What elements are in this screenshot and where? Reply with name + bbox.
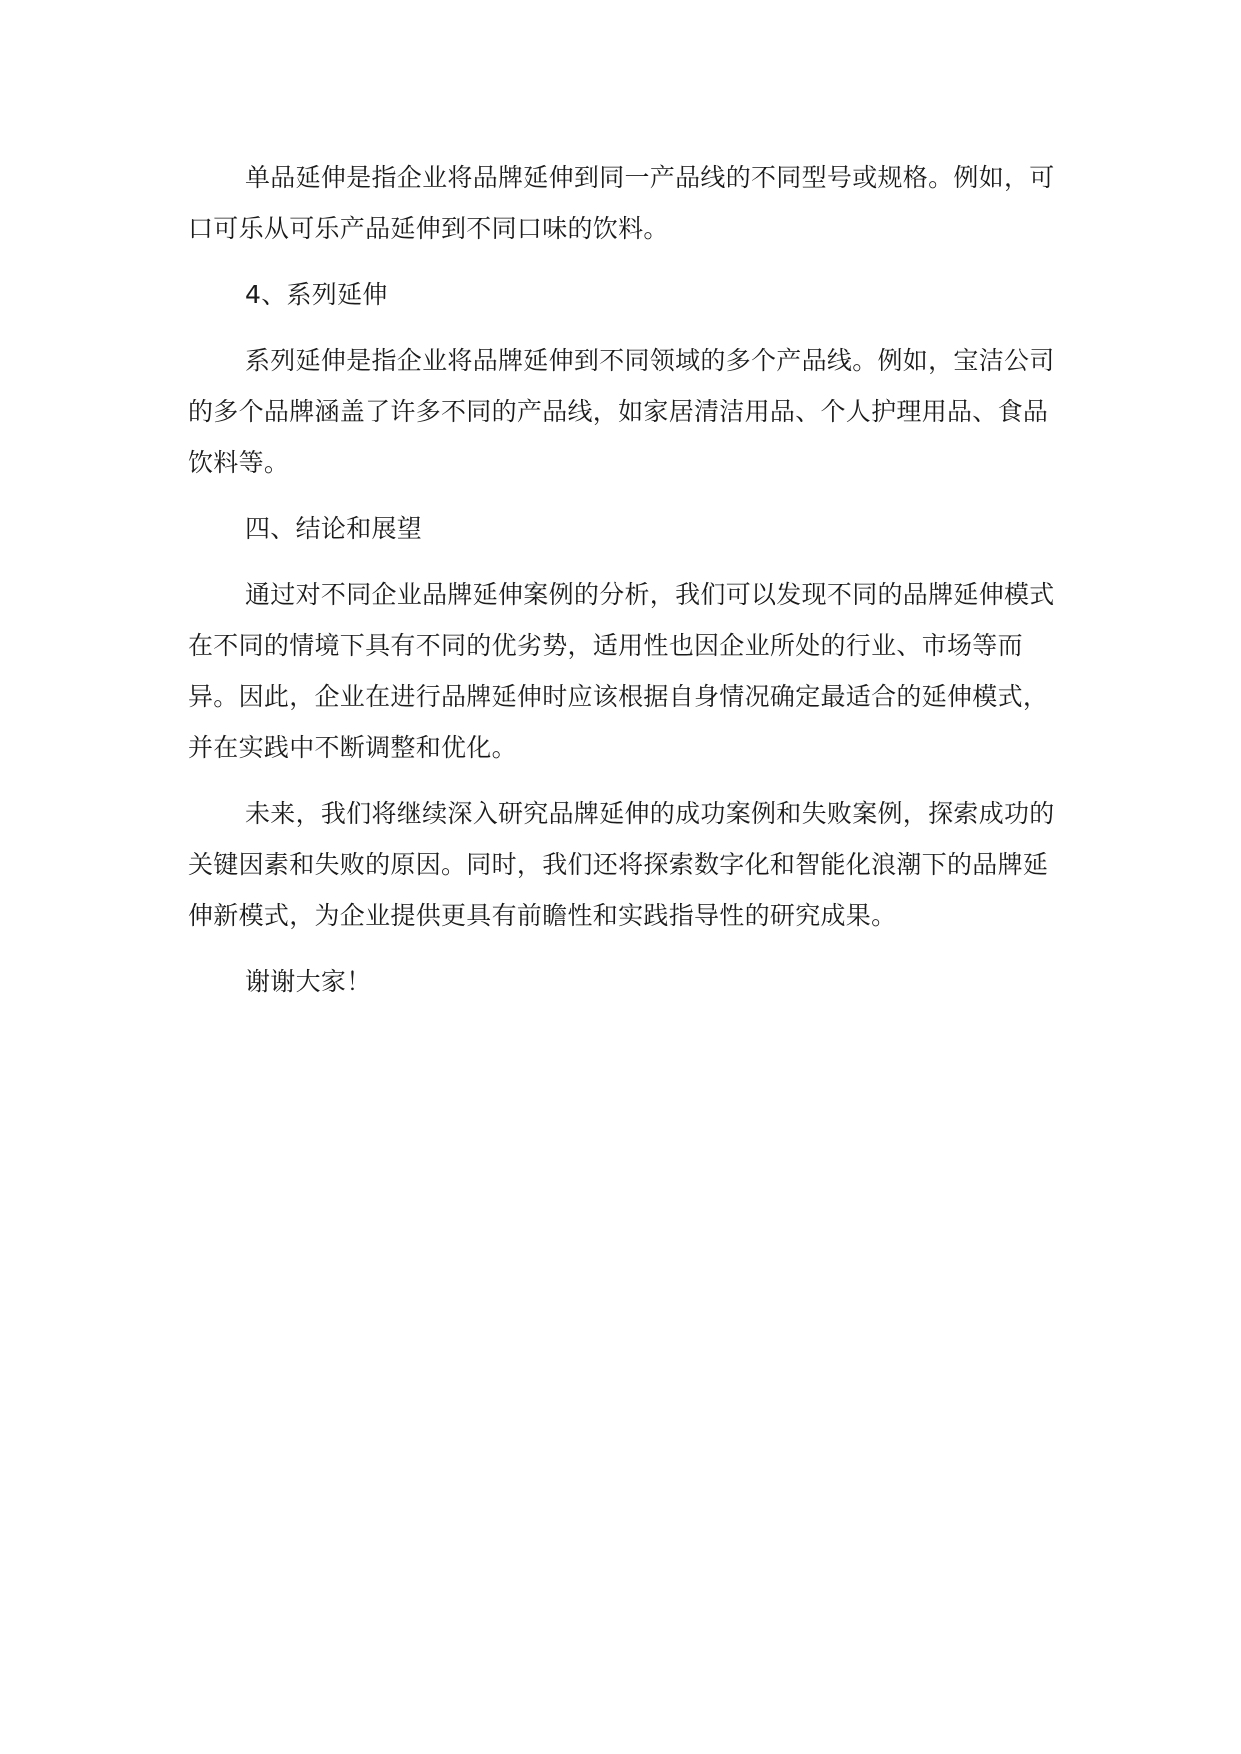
paragraph-outlook: 未来，我们将继续深入研究品牌延伸的成功案例和失败案例，探索成功的关键因素和失败的原因。同时，我们还将探索数字化和智能化浪潮下的品牌延伸新模式，为企业提供更具有前瞻性和实践指导性的研究成果。	[188, 799, 1055, 930]
paragraph-thanks: 谢谢大家！	[245, 967, 372, 996]
heading-series-extension: 4、系列延伸	[245, 280, 388, 309]
paragraph-conclusion: 通过对不同企业品牌延伸案例的分析，我们可以发现不同的品牌延伸模式在不同的情境下具有不同的优劣势，适用性也因企业所处的行业、市场等而异。因此，企业在进行品牌延伸时应该根据自身情况确定最适合的延伸模式，并在实践中不断调整和优化。	[188, 580, 1055, 762]
paragraph-single-product-extension: 单品延伸是指企业将品牌延伸到同一产品线的不同型号或规格。例如，可口可乐从可乐产品延伸到不同口味的饮料。	[188, 163, 1055, 243]
heading-conclusion: 四、结论和展望	[245, 514, 423, 543]
paragraph-series-extension: 系列延伸是指企业将品牌延伸到不同领域的多个产品线。例如，宝洁公司的多个品牌涵盖了许多不同的产品线，如家居清洁用品、个人护理用品、食品饮料等。	[188, 346, 1055, 477]
document-body	[188, 152, 1068, 1007]
